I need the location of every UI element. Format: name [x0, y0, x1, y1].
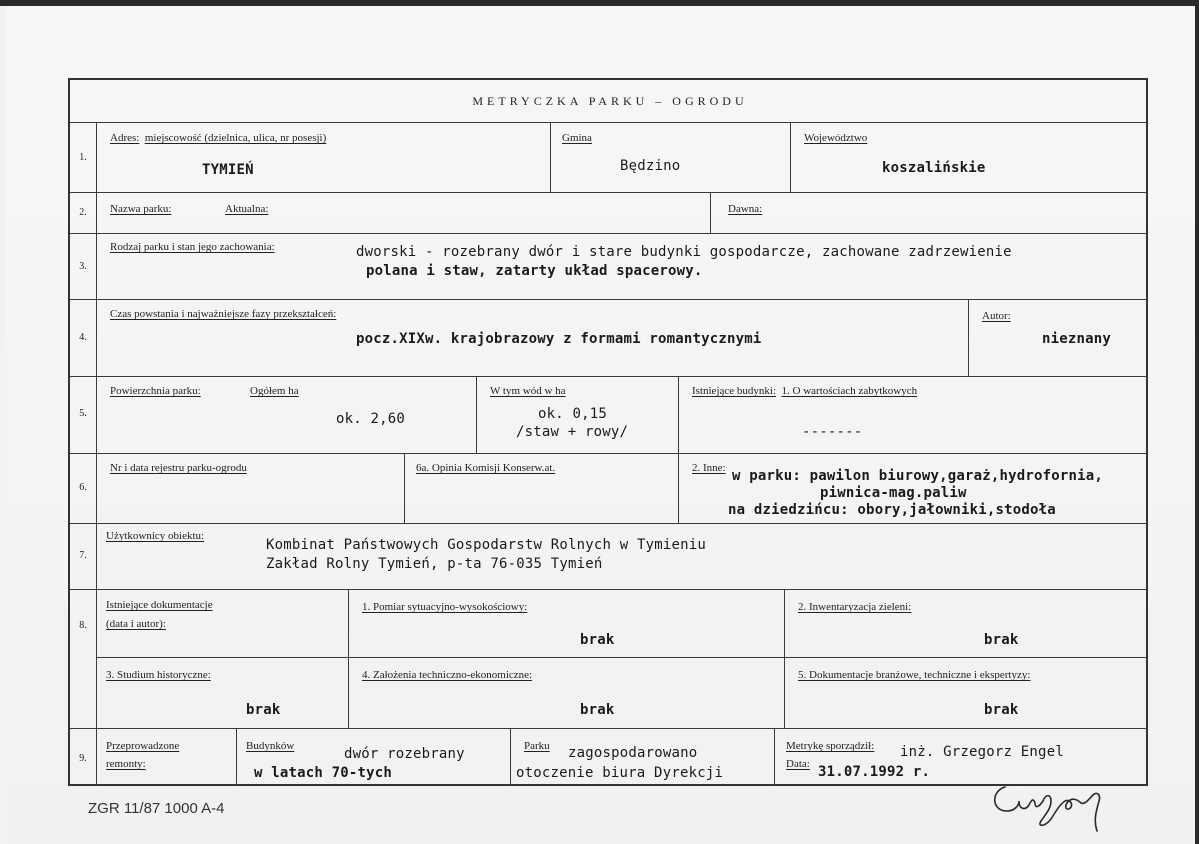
prepared-by-value: inż. Grzegorz Engel	[900, 744, 1064, 760]
row-number: 5.	[79, 408, 87, 419]
number-column-divider	[96, 122, 97, 786]
park-type-line1: dworski - rozebrany dwór i stare budynki gospodarcze, zachowane zadrzewienie	[356, 244, 1012, 260]
gmina-label: Gmina	[562, 132, 592, 144]
buildings-renov-line1: dwór rozebrany	[344, 746, 465, 762]
handwritten-signature	[985, 775, 1135, 835]
current-name-label: Aktualna:	[225, 203, 269, 215]
water-area-value: ok. 0,15	[538, 406, 608, 422]
other-buildings-line2: piwnica-mag.paliw	[820, 485, 967, 501]
inventory-label: 2. Inwentaryzacja zieleni:	[798, 601, 912, 613]
rule	[70, 122, 1148, 123]
water-area-label: W tym wód w ha	[490, 385, 566, 397]
existing-buildings-label-text: Istniejące budynki:	[692, 385, 777, 397]
row-number: 8.	[79, 620, 87, 631]
park-renov-line2: otoczenie biura Dyrekcji	[516, 765, 724, 781]
divider	[678, 453, 679, 523]
history-label: 3. Studium historyczne:	[106, 669, 211, 681]
docs-label: Istniejące dokumentacje	[106, 599, 213, 611]
divider	[774, 728, 775, 786]
park-renov-label: Parku	[524, 740, 550, 752]
survey-value: brak	[580, 632, 615, 648]
divider	[510, 728, 511, 786]
row-number: 3.	[79, 261, 87, 272]
origin-label: Czas powstania i najważniejsze fazy przekształceń:	[110, 308, 337, 320]
total-area-label: Ogółem ha	[250, 385, 299, 397]
other-buildings-label: 2. Inne:	[692, 462, 726, 474]
date-value: 31.07.1992 r.	[818, 764, 931, 780]
divider	[348, 589, 349, 728]
total-area-value: ok. 2,60	[336, 411, 406, 427]
tech-econ-label: 4. Założenia techniczno-ekonomiczne:	[362, 669, 533, 681]
row-number: 9.	[79, 753, 87, 764]
form-title: METRYCZKA PARKU – OGRODU	[472, 94, 748, 108]
existing-buildings-sub: 1. O wartościach zabytkowych	[781, 385, 918, 397]
conservator-opinion-label: 6a. Opinia Komisji Konserw.at.	[416, 462, 556, 474]
buildings-renov-label: Budynków	[246, 740, 295, 752]
other-buildings-line1: w parku: pawilon biurowy,garaż,hydrofornia,	[732, 468, 1104, 484]
branch-docs-label: 5. Dokumentacje branżowe, techniczne i ekspertyzy:	[798, 669, 1031, 681]
divider	[968, 299, 969, 376]
divider	[678, 376, 679, 453]
rule	[70, 299, 1148, 300]
users-line1: Kombinat Państwowych Gospodarstw Rolnych w Tymieniu	[266, 537, 707, 553]
existing-buildings-value: -------	[802, 424, 863, 440]
users-label: Użytkownicy obiektu:	[106, 530, 205, 542]
address-label-text: Adres:	[110, 132, 140, 144]
park-renov-line1: zagospodarowano	[568, 745, 698, 761]
register-label: Nr i data rejestru parku-ogrodu	[110, 462, 247, 474]
divider	[784, 589, 785, 728]
other-buildings-line3: na dziedzińcu: obory,jałowniki,stodoła	[728, 502, 1056, 518]
tech-econ-value: brak	[580, 702, 615, 718]
renovations-label: Przeprowadzone	[106, 740, 180, 752]
divider	[790, 122, 791, 192]
row-number: 1.	[79, 152, 87, 163]
park-name-label: Nazwa parku:	[110, 203, 172, 215]
rule	[70, 453, 1148, 454]
rule	[70, 589, 1148, 590]
address-label	[110, 132, 326, 145]
rule	[70, 376, 1148, 377]
address-value: TYMIEŃ	[202, 162, 254, 178]
divider	[710, 192, 711, 233]
branch-docs-value: brak	[984, 702, 1019, 718]
users-line2: Zakład Rolny Tymień, p-ta 76-035 Tymień	[266, 556, 603, 572]
area-label: Powierzchnia parku:	[110, 385, 201, 397]
divider	[236, 728, 237, 786]
park-registry-form	[68, 78, 1148, 786]
survey-label: 1. Pomiar sytuacyjno-wysokościowy:	[362, 601, 528, 613]
rule	[70, 192, 1148, 193]
origin-value: pocz.XIXw. krajobrazowy z formami romantycznymi	[356, 331, 762, 347]
wojewodztwo-label: Województwo	[804, 132, 868, 144]
water-area-note: /staw + rowy/	[516, 424, 629, 440]
divider	[550, 122, 551, 192]
rule	[96, 657, 1148, 658]
row-number: 2.	[79, 207, 87, 218]
row-number: 6.	[79, 482, 87, 493]
row-number: 4.	[79, 332, 87, 343]
divider	[476, 376, 477, 453]
docs-sub-label: (data i autor):	[106, 618, 166, 630]
rule	[70, 233, 1148, 234]
gmina-value: Będzino	[620, 158, 681, 174]
renovations-label-2: remonty:	[106, 758, 146, 770]
row-number: 7.	[79, 550, 87, 561]
prepared-by-label: Metrykę sporządził:	[786, 740, 875, 752]
rule	[70, 728, 1148, 729]
wojewodztwo-value: koszalińskie	[882, 160, 986, 176]
park-type-line2: polana i staw, zatarty układ spacerowy.	[366, 263, 703, 279]
history-value: brak	[246, 702, 281, 718]
rule	[70, 523, 1148, 524]
buildings-renov-line2: w latach 70-tych	[254, 765, 393, 781]
date-label: Data:	[786, 758, 810, 770]
inventory-value: brak	[984, 632, 1019, 648]
divider	[404, 453, 405, 523]
park-type-label: Rodzaj parku i stan jego zachowania:	[110, 241, 275, 253]
author-label: Autor:	[982, 310, 1011, 322]
former-name-label: Dawna:	[728, 203, 763, 215]
form-code: ZGR 11/87 1000 A-4	[88, 800, 225, 817]
author-value: nieznany	[1042, 331, 1112, 347]
existing-buildings-label	[692, 385, 917, 398]
address-sub-label: miejscowość (dzielnica, ulica, nr posesji)	[144, 132, 327, 144]
